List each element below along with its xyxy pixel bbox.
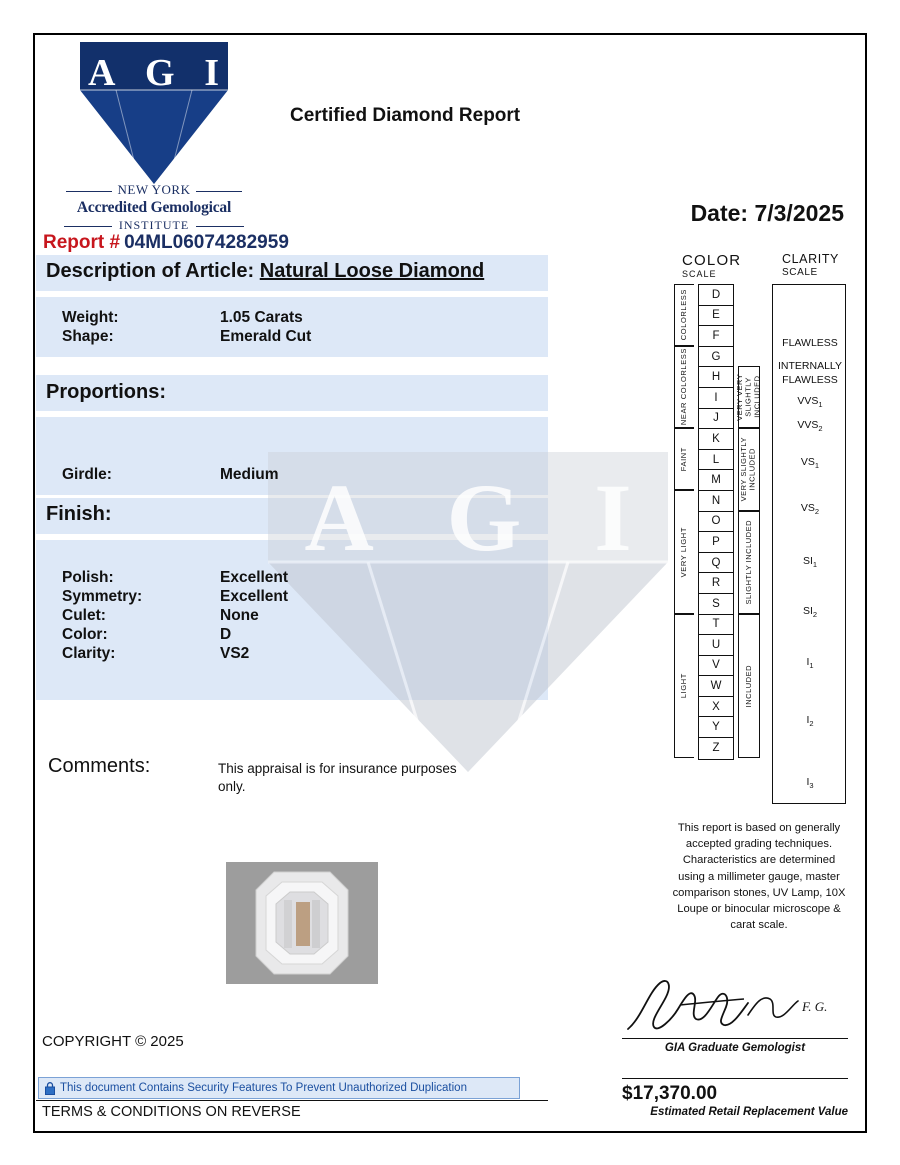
clarity-grade-label: FLAWLESS [782,374,838,386]
watermark-letter-a: A [304,463,374,571]
grading-basis-text: This report is based on generally accepted grading techniques. Characteristics are determined using a millimeter gauge, master comparison stones, UV Lamp, 10X Loupe or binocular microscope & carat scale. [672,822,846,932]
price-divider [622,1078,848,1079]
clarity-grade-label: $VVS_1$ [797,394,823,409]
watermark-letter-i: I [594,463,632,571]
color-grade-cell: J [699,409,733,430]
color-scale-heading: COLOR [682,252,742,269]
clarity-group-cell: SLIGHTLY INCLUDED [738,511,760,614]
color-grade-cell: T [699,615,733,636]
clarity-label: Clarity: [62,645,116,662]
color-scale-subheading: SCALE [682,269,717,279]
clarity-grade-label: INTERNALLY [778,359,842,372]
girdle-value: Medium [220,466,279,483]
color-grade-cell: I [699,388,733,409]
signature-image [620,975,848,1037]
weight-label: Weight: [62,309,119,326]
culet-value: None [220,607,259,624]
logo-institute-text: INSTITUTE [118,218,190,232]
color-range-cell: LIGHT [674,614,694,758]
clarity-label-column [772,284,846,804]
clarity-grade-label: $I_3$ [806,775,814,790]
color-value: D [220,626,232,643]
page-title: Certified Diamond Report [290,105,521,126]
clarity-group-cell: INCLUDED [738,614,760,758]
clarity-grade-label: $SI_2$ [802,604,818,619]
weight-value: 1.05 Carats [220,309,303,326]
symmetry-label: Symmetry: [62,588,143,605]
band-specs [36,297,548,357]
color-grade-cell: S [699,594,733,615]
security-notice-text: This document Contains Security Features To Prevent Unauthorized Duplication [60,1082,467,1094]
section-heading-finish: Finish: [46,503,112,525]
report-date: Date: 7/3/2025 [690,200,844,226]
clarity-scale-heading: CLARITY [782,252,839,266]
band-girdle [36,459,548,495]
color-grade-cell: H [699,367,733,388]
symmetry-value: Excellent [220,588,289,605]
logo-org-name: Accredited Gemological [76,199,232,216]
clarity-grade-label: $VS_1$ [800,456,820,471]
report-number-value: 04ML06074282959 [124,232,289,253]
polish-value: Excellent [220,569,289,586]
color-range-cell: VERY LIGHT [674,490,694,614]
logo-letters [80,47,228,99]
color-grade-cell: N [699,491,733,512]
color-grade-cell: D [699,285,733,306]
clarity-grade-label: $I_2$ [806,713,814,728]
grading-scales [672,252,850,804]
clarity-grade-label: $I_1$ [806,656,814,671]
clarity-group-cell: VERY SLIGHTLY INCLUDED [738,428,760,510]
color-grade-cell: Z [712,742,720,755]
emerald-cut-diamond-image [226,862,378,984]
section-heading-description [46,260,484,283]
description-heading-value: Natural Loose Diamond [259,260,485,282]
color-grade-cell: Y [699,717,733,738]
description-heading-prefix: Description of Article: [46,260,255,282]
color-range-cell: COLORLESS [674,284,694,346]
shape-value: Emerald Cut [220,328,312,345]
color-grade-cell: E [699,306,733,327]
comments-label: Comments: [48,755,151,777]
color-label: Color: [62,626,108,643]
clarity-grade-label: $VVS_2$ [797,419,823,434]
logo-institute [38,218,270,233]
color-grade-column [698,284,734,760]
logo-letter-i: I [204,52,220,94]
shape-label: Shape: [62,328,114,345]
color-grade-cell: M [699,470,733,491]
color-range-cell: NEAR COLORLESS [674,346,694,428]
agi-logo [38,42,270,232]
clarity-grade-label: $VS_2$ [800,501,820,516]
watermark-letter-g: G [446,463,522,571]
clarity-scale-subheading: SCALE [782,267,818,278]
signature-line [622,1038,848,1039]
color-grade-cell: Q [699,553,733,574]
terms-text: TERMS & CONDITIONS ON REVERSE [42,1104,301,1120]
signature-caption: GIA Graduate Gemologist [664,1042,806,1054]
footer-divider [36,1100,548,1101]
logo-letter-g: G [145,52,176,94]
copyright-text: COPYRIGHT © 2025 [42,1033,184,1050]
color-grade-cell: U [699,635,733,656]
security-notice-bar [38,1077,520,1099]
color-grade-cell: W [699,676,733,697]
color-grade-cell: X [699,697,733,718]
clarity-value: VS2 [220,645,250,662]
culet-label: Culet: [62,607,106,624]
svg-text:F. G.: F. G. [802,999,828,1014]
price-caption: Estimated Retail Replacement Value [650,1106,848,1118]
report-number-row [43,232,289,254]
clarity-grade-label: FLAWLESS [782,336,838,349]
band-finish-body [36,540,548,700]
color-grade-cell: R [699,573,733,594]
color-grade-cell: F [699,326,733,347]
polish-label: Polish: [62,569,114,586]
girdle-label: Girdle: [62,466,112,483]
clarity-group-cell: VERY VERY SLIGHTLY INCLUDED [738,366,760,428]
clarity-grade-label: $SI_1$ [802,555,818,570]
section-heading-proportions: Proportions: [46,381,166,403]
band-finish [36,498,548,534]
logo-city [38,182,270,198]
lock-icon [45,1082,55,1095]
comments-text: This appraisal is for insurance purposes only. [218,761,457,795]
color-grade-cell: P [699,532,733,553]
color-grade-cell: O [699,512,733,533]
logo-letter-a: A [88,52,117,94]
color-grade-cell: L [699,450,733,471]
price-value: $17,370.00 [622,1083,718,1104]
diamond-photo [226,862,378,984]
color-range-cell: FAINT [674,428,694,490]
color-grade-cell: V [699,656,733,677]
report-number-label: Report # [43,232,121,253]
logo-city-text: NEW YORK [117,182,191,197]
color-grade-cell: G [699,347,733,368]
band-proportions-body [36,417,548,465]
color-grade-cell: K [699,429,733,450]
